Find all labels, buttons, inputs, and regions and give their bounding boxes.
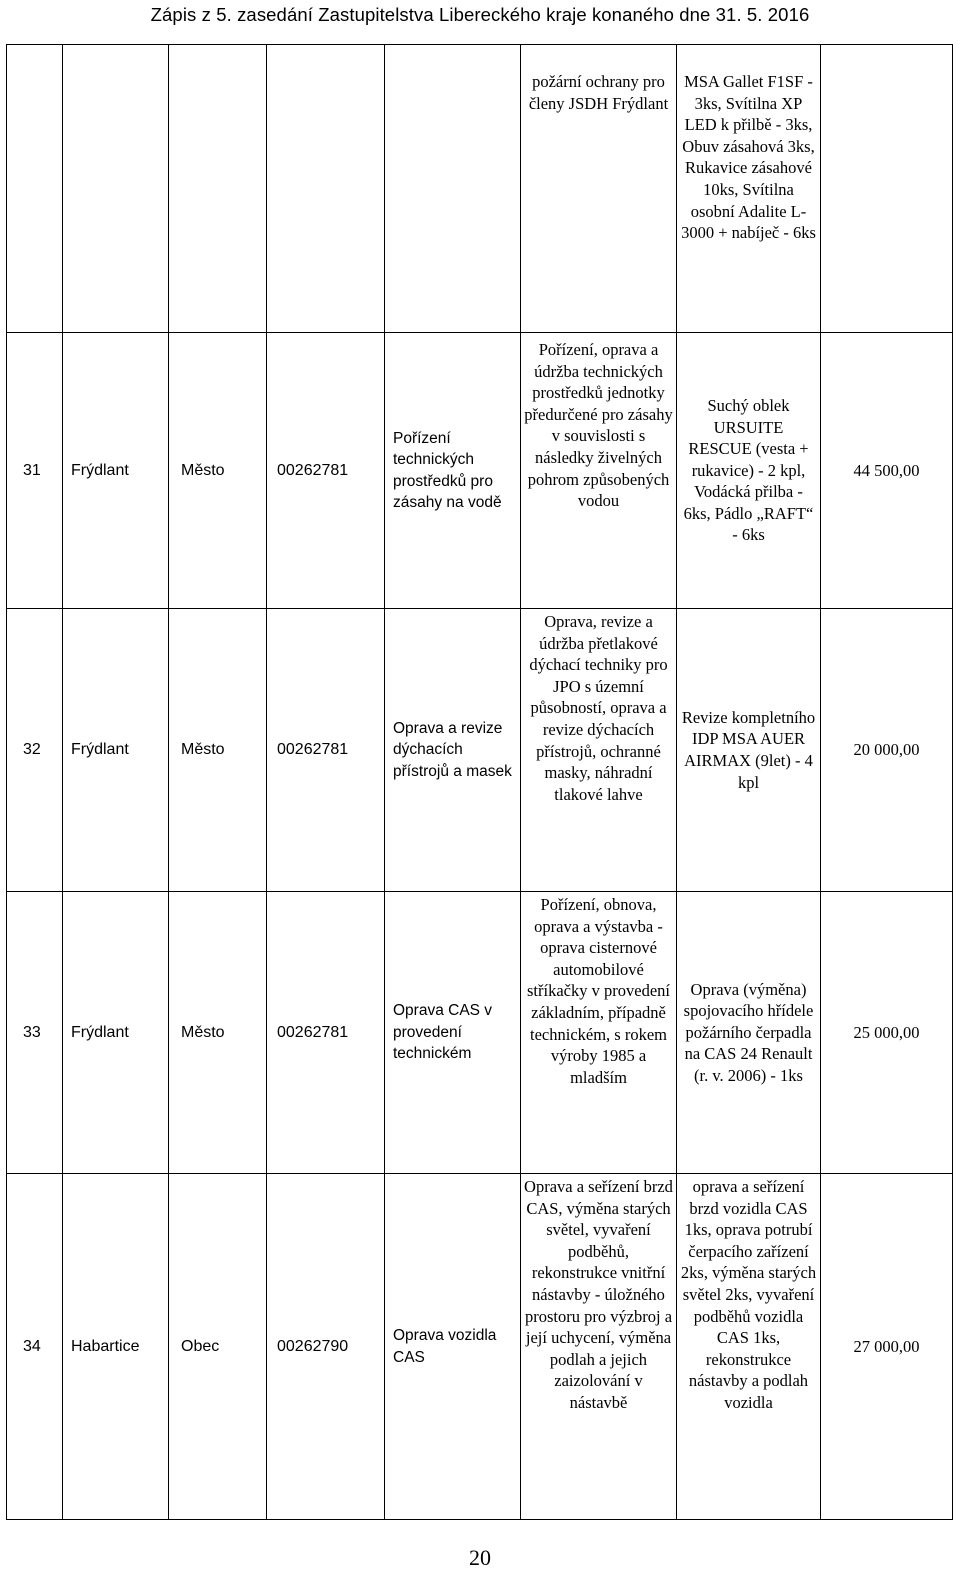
recipient-type: Město (169, 609, 267, 892)
page-header-title: Zápis z 5. zasedání Zastupitelstva Libereckého kraje konaného dne 31. 5. 2016 (150, 4, 810, 25)
recipient-name: Frýdlant (63, 892, 169, 1174)
cell-empty (267, 45, 385, 333)
grant-table (6, 44, 953, 1520)
table-row (7, 1174, 953, 1520)
cell-empty (385, 45, 521, 333)
row-number: 33 (7, 892, 63, 1174)
cell-items (677, 609, 821, 892)
project-purpose: Oprava CAS v provedení technickém (385, 892, 521, 1174)
recipient-name: Frýdlant (63, 609, 169, 892)
cell-activity (521, 609, 677, 892)
items-text: Oprava (výměna) spojovacího hřídele požárního čerpadla na CAS 24 Renault (r. v. 2006) - 1ks (683, 979, 814, 1085)
activity-text: Pořízení, oprava a údržba technických prostředků jednotky předurčené pro zásahy v souvislosti s následky živelných pohrom způsobených vodou (524, 340, 673, 511)
cell-empty (169, 45, 267, 333)
table-row-continuation (7, 45, 953, 333)
recipient-name: Frýdlant (63, 333, 169, 609)
recipient-ico: 00262781 (267, 333, 385, 609)
project-purpose: Pořízení technických prostředků pro zásahy na vodě (385, 333, 521, 609)
amount: 44 500,00 (821, 333, 953, 609)
items-text: Suchý oblek URSUITE RESCUE (vesta + rukavice) - 2 kpl, Vodácká přilba - 6ks, Pádlo „RAFT“ - 6ks (683, 395, 814, 545)
cell-empty (63, 45, 169, 333)
items-text: oprava a seřízení brzd vozidla CAS 1ks, oprava potrubí čerpacího zařízení 2ks, výměna starých světel 2ks, vyvaření podběhů vozidla CAS 1ks, rekonstrukce nástavby a podlah vozidla (680, 1177, 817, 1412)
activity-text: Pořízení, obnova, oprava a výstavba - oprava cisternové automobilové stříkačky v provedení základním, případně technickém, s rokem výroby 1985 a mladším (527, 895, 670, 1087)
recipient-ico: 00262781 (267, 609, 385, 892)
recipient-type: Obec (169, 1174, 267, 1520)
recipient-type: Město (169, 333, 267, 609)
activity-text: požární ochrany pro členy JSDH Frýdlant (528, 72, 669, 113)
amount: 20 000,00 (821, 609, 953, 892)
activity-text: Oprava a seřízení brzd CAS, výměna starých světel, vyvaření podběhů, rekonstrukce vnitřní nástavby - úložného prostoru pro výzbroj a její uchycení, výměna podlah a jejich zaizolování v nástavbě (524, 1177, 673, 1412)
items-text: Revize kompletního IDP MSA AUER AIRMAX (9let) - 4 kpl (681, 707, 816, 792)
cell-activity (521, 892, 677, 1174)
table-row (7, 333, 953, 609)
cell-activity (521, 333, 677, 609)
amount: 25 000,00 (821, 892, 953, 1174)
cell-empty (7, 45, 63, 333)
row-number: 32 (7, 609, 63, 892)
amount: 27 000,00 (821, 1174, 953, 1520)
cell-items (677, 1174, 821, 1520)
row-number: 34 (7, 1174, 63, 1520)
recipient-type: Město (169, 892, 267, 1174)
cell-empty (821, 45, 953, 333)
cell-items (677, 333, 821, 609)
recipient-ico: 00262790 (267, 1174, 385, 1520)
page-number: 20 (469, 1545, 491, 1570)
row-number: 31 (7, 333, 63, 609)
cell-activity (521, 1174, 677, 1520)
recipient-name: Habartice (63, 1174, 169, 1520)
cell-items (677, 892, 821, 1174)
cell-items (677, 45, 821, 333)
items-text: MSA Gallet F1SF - 3ks, Svítilna XP LED k přilbě - 3ks, Obuv zásahová 3ks, Rukavice zásahové 10ks, Svítilna osobní Adalite L-3000 + nabíječ - 6ks (681, 72, 816, 243)
cell-activity (521, 45, 677, 333)
table-row (7, 609, 953, 892)
project-purpose: Oprava vozidla CAS (385, 1174, 521, 1520)
activity-text: Oprava, revize a údržba přetlakové dýchací techniky pro JPO s územní působností, oprava a revize dýchacích přístrojů, ochranné masky, náhradní tlakové lahve (529, 612, 668, 804)
table-row (7, 892, 953, 1174)
project-purpose: Oprava a revize dýchacích přístrojů a masek (385, 609, 521, 892)
recipient-ico: 00262781 (267, 892, 385, 1174)
